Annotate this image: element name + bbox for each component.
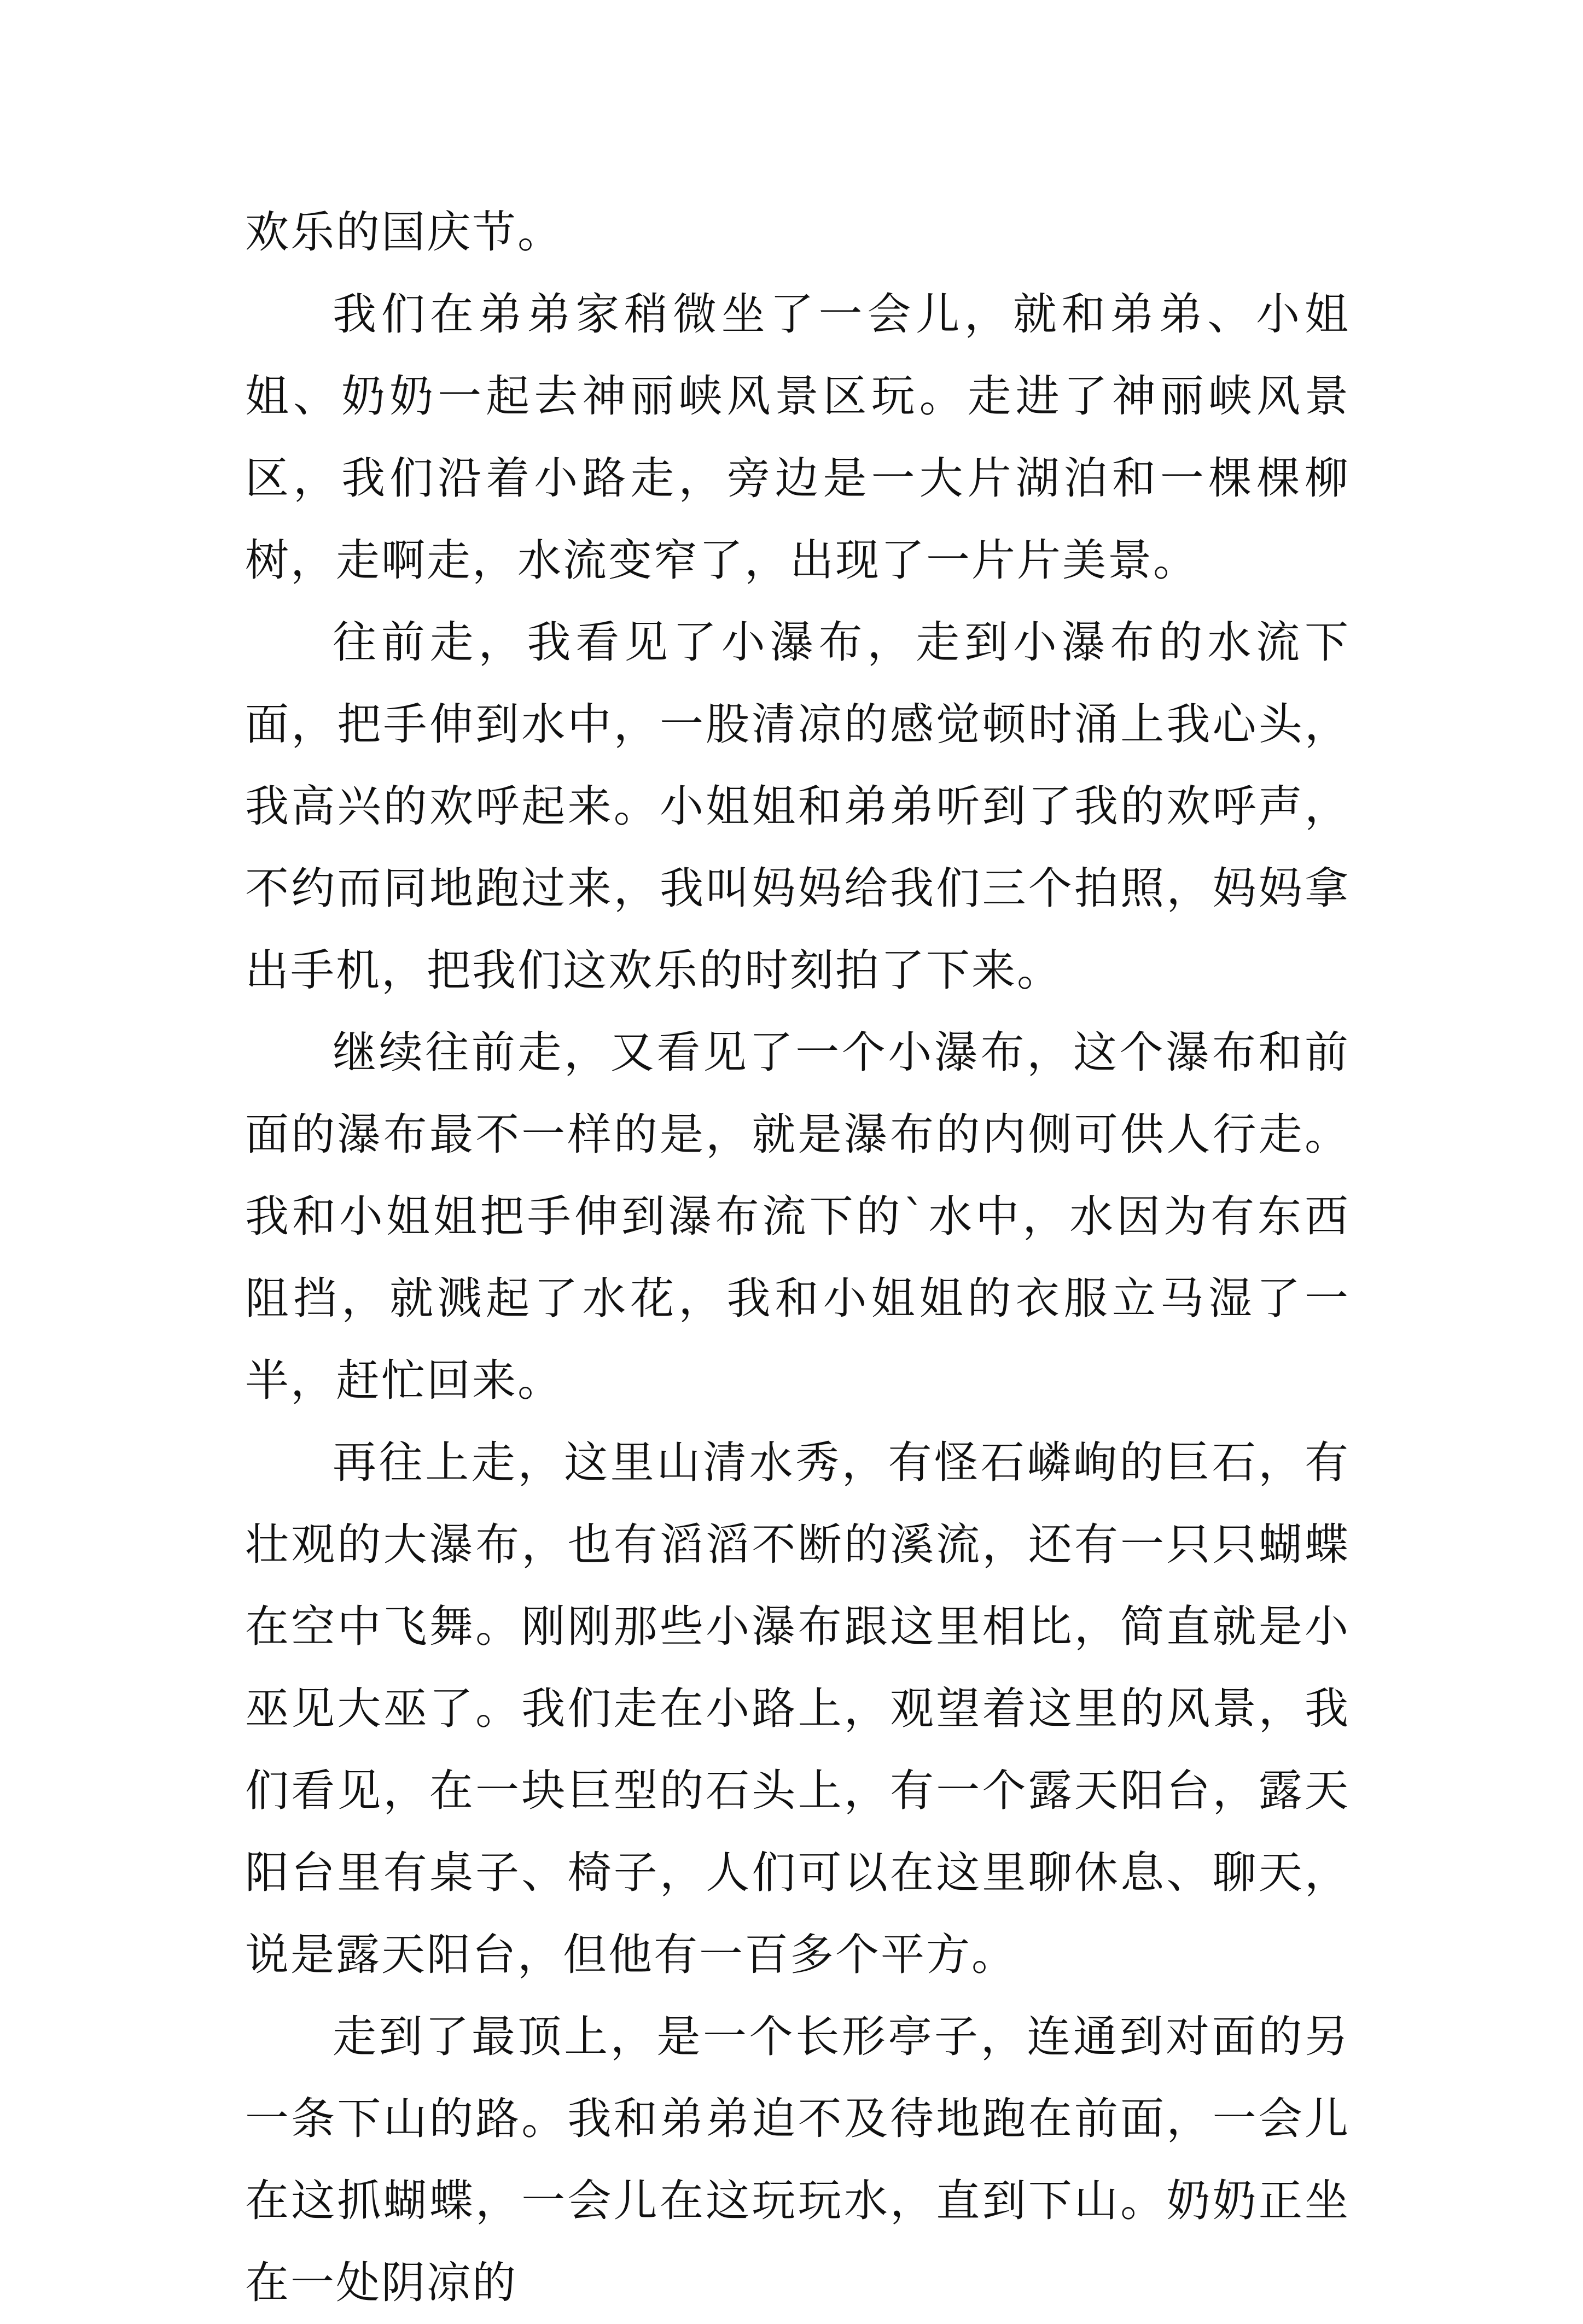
paragraph-6: 走到了最顶上，是一个长形亭子，连通到对面的另一条下山的路。我和弟弟迫不及待地跑在前面，一会儿在这抓蝴蝶，一会儿在这玩玩水，直到下山。奶奶正坐在一处阴凉的 [245,2011,1350,2308]
paragraph-2: 我们在弟弟家稍微坐了一会儿，就和弟弟、小姐姐、奶奶一起去神丽峡风景区玩。走进了神丽峡风景区，我们沿着小路走，旁边是一大片湖泊和一棵棵柳树，走啊走，水流变窄了，出现了一片片美景。 [245,289,1350,586]
paragraph-5: 再往上走，这里山清水秀，有怪石嶙峋的巨石，有壮观的大瀑布，也有滔滔不断的溪流，还有一只只蝴蝶在空中飞舞。刚刚那些小瀑布跟这里相比，简直就是小巫见大巫了。我们走在小路上，观望着这里的风景，我们看见，在一块巨型的石头上，有一个露天阳台，露天阳台里有桌子、椅子，人们可以在这里聊休息、聊天，说是露天阳台，但他有一百多个平方。 [245,1437,1350,1980]
paragraph-1: 欢乐的国庆节。 [245,207,563,258]
paragraph-4: 继续往前走，又看见了一个小瀑布，这个瀑布和前面的瀑布最不一样的是，就是瀑布的内侧可供人行走。我和小姐姐把手伸到瀑布流下的`水中，水因为有东西阻挡，就溅起了水花，我和小姐姐的衣服立马湿了一半，赶忙回来。 [245,1027,1350,1406]
document-body [245,191,1350,2324]
paragraph-3: 往前走，我看见了小瀑布，走到小瀑布的水流下面，把手伸到水中，一股清凉的感觉顿时涌上我心头，我高兴的欢呼起来。小姐姐和弟弟听到了我的欢呼声，不约而同地跑过来，我叫妈妈给我们三个拍照，妈妈拿出手机，把我们这欢乐的时刻拍了下来。 [245,617,1350,996]
